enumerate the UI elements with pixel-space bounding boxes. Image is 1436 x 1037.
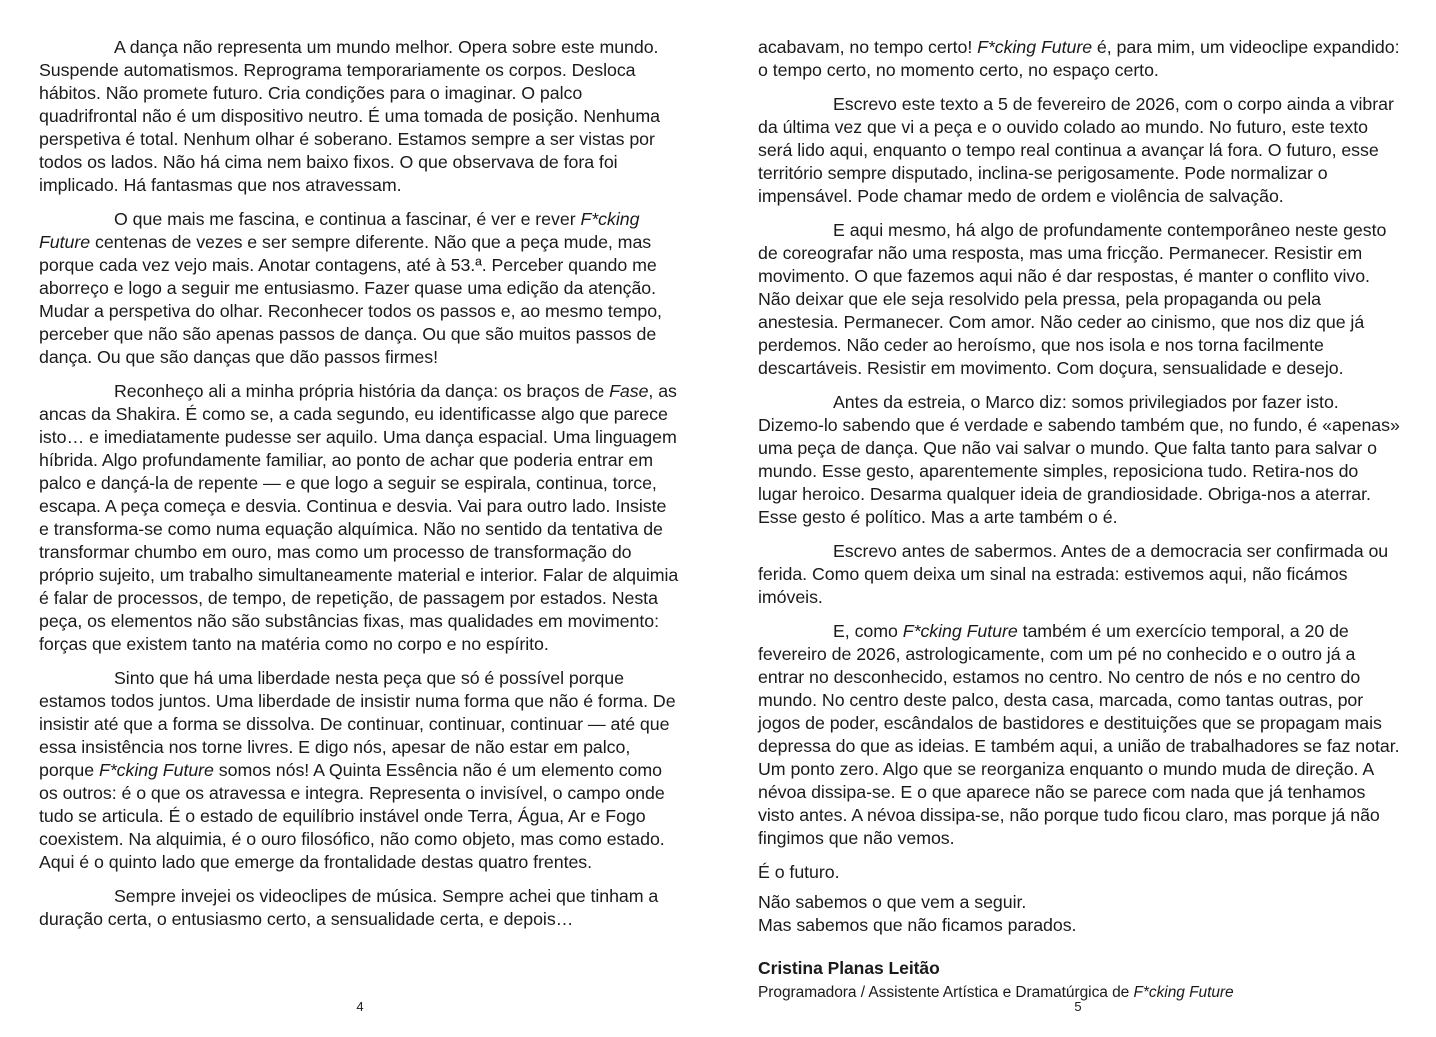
- closing-line-1: Não sabemos o que vem a seguir.: [758, 892, 1027, 912]
- text-run: Antes da estreia, o Marco diz: somos privilegiados por fazer isto. Dizemo-lo sabendo que é verdade e sabendo também que, no fundo, é «apenas» uma peça de dança. Que não vai salvar o mundo. Que falta tanto para salvar o mundo. Esse gesto, aparentemente simples, reposiciona tudo. Retira-nos do lugar heroico. Desarma qualquer ideia de grandiosidade. Obriga-nos a aterrar. Esse gesto é político. Mas a arte também o é.: [758, 392, 1400, 527]
- paragraph: [758, 219, 1400, 380]
- text-run: centenas de vezes e ser sempre diferente. Não que a peça mude, mas porque cada vez vejo mais. Anotar contagens, até à 53.ª. Perceber quando me aborreço e logo a seguir me entusiasmo. Fazer quase uma edição da atenção. Mudar a perspetiva do olhar. Reconhecer todos os passos e, ao mesmo tempo, perceber que não são apenas passos de dança. Ou que são muitos passos de dança. Ou que são danças que dão passos firmes!: [39, 232, 662, 367]
- italic-title: F*cking Future: [98, 760, 214, 780]
- paragraph: [39, 380, 681, 656]
- text-run: Escrevo este texto a 5 de fevereiro de 2026, com o corpo ainda a vibrar da última vez que vi a peça e o ouvido colado ao mundo. No futuro, este texto será lido aqui, enquanto o tempo real continua a avançar lá fora. O futuro, esse território sempre disputado, inclina-se perigosamente. Pode normalizar o impensável. Pode chamar medo de ordem e violência de salvação.: [758, 94, 1394, 206]
- paragraph: [758, 620, 1400, 850]
- text-run: é, para mim, um videoclipe expandido: o tempo certo, no momento certo, no espaço certo.: [758, 37, 1400, 80]
- author-name: Cristina Planas Leitão: [758, 958, 940, 978]
- paragraph: [758, 540, 1400, 609]
- paragraph: [39, 667, 681, 874]
- continued-paragraph: [758, 36, 1400, 82]
- text-run: Programadora / Assistente Artística e Dramatúrgica de: [758, 984, 1134, 1001]
- text-run: Sinto que há uma liberdade nesta peça que só é possível porque estamos todos juntos. Uma liberdade de insistir numa forma que não é forma. De insistir até que a forma se dissolva. De continuar, continuar, continuar — até que essa insistência nos torne livres. E digo nós, apesar de não estar em palco, porque: [39, 668, 676, 780]
- text-run: Sempre invejei os videoclipes de música. Sempre achei que tinham a duração certa, o entusiasmo certo, a sensualidade certa, e depois…: [39, 886, 659, 929]
- closing-line: É o futuro.: [758, 862, 840, 882]
- italic-title: Fase: [609, 381, 649, 401]
- left-page-body: [39, 36, 681, 931]
- right-page: [758, 36, 1400, 1004]
- right-page-body: [758, 93, 1400, 850]
- page-number-right: 5: [1074, 999, 1082, 1014]
- text-run: Reconheço ali a minha própria história da dança: os braços de: [114, 381, 610, 401]
- text-run: acabavam, no tempo certo!: [758, 37, 978, 57]
- left-page: [39, 36, 681, 942]
- paragraph: [39, 208, 681, 369]
- italic-title: F*cking Future: [977, 37, 1093, 57]
- italic-title: F*cking Future: [39, 209, 640, 252]
- italic-title: F*cking Future: [902, 621, 1018, 641]
- paragraph: [39, 885, 681, 931]
- closing-stanza: [758, 891, 1400, 937]
- text-run: A dança não representa um mundo melhor. Opera sobre este mundo. Suspende automatismos. Reprograma temporariamente os corpos. Desloca hábitos. Não promete futuro. Cria condições para o imaginar. O palco quadrifrontal não é um dispositivo neutro. É uma tomada de posição. Nenhuma perspetiva é total. Nenhum olhar é soberano. Estamos sempre a ser vistas por todos os lados. Não há cima nem baixo fixos. O que observava de fora foi implicado. Há fantasmas que nos atravessam.: [39, 37, 660, 195]
- text-run: , as ancas da Shakira. É como se, a cada segundo, eu identificasse algo que parece isto… e imediatamente pudesse ser aquilo. Uma dança espacial. Uma linguagem híbrida. Algo profundamente familiar, ao ponto de achar que poderia entrar em palco e dançá-la de repente — e que logo a seguir se espirala, continua, torce, escapa. A peça começa e desvia. Continua e desvia. Vai para outro lado. Insiste e transforma-se como numa equação alquímica. Não no sentido da tentativa de transformar chumbo em ouro, mas como um processo de transformação do próprio sujeito, um trabalho simultaneamente material e interior. Falar de alquimia é falar de processos, de tempo, de repetição, de passagem por estados. Nesta peça, os elementos não são substâncias fixas, mas qualidades em movimento: forças que existem tanto na matéria como no corpo e no espírito.: [39, 381, 679, 654]
- paragraph: [39, 36, 681, 197]
- closing-line-2: Mas sabemos que não ficamos parados.: [758, 915, 1077, 935]
- text-run: O que mais me fascina, e continua a fascinar, é ver e rever: [114, 209, 581, 229]
- page-number-left: 4: [356, 999, 364, 1014]
- text-run: também é um exercício temporal, a 20 de fevereiro de 2026, astrologicamente, com um pé no conhecido e o outro já a entrar no desconhecido, estamos no centro. No centro de nós e no centro do mundo. No centro deste palco, desta casa, marcada, como tantas outras, por jogos de poder, escândalos de bastidores e destituições que se propagam mais depressa do que as ideias. E também aqui, a união de trabalhadores se faz notar. Um ponto zero. Algo que se reorganiza enquanto o mundo muda de direção. A névoa dissipa-se. E o que aparece não se parece com nada que já tenhamos visto antes. A névoa dissipa-se, não porque tudo ficou claro, mas porque já não fingimos que não vemos.: [758, 621, 1400, 848]
- text-run: Escrevo antes de sabermos. Antes de a democracia ser confirmada ou ferida. Como quem deixa um sinal na estrada: estivemos aqui, não ficámos imóveis.: [758, 541, 1389, 607]
- text-run: E, como: [833, 621, 903, 641]
- text-run: E aqui mesmo, há algo de profundamente contemporâneo neste gesto de coreografar não uma resposta, mas uma fricção. Permanecer. Resistir em movimento. O que fazemos aqui não é dar respostas, é manter o conflito vivo. Não deixar que ele seja resolvido pela pressa, pela propaganda ou pela anestesia. Permanecer. Com amor. Não ceder ao cinismo, que nos diz que já perdemos. Não ceder ao heroísmo, que nos isola e nos torna facilmente descartáveis. Resistir em movimento. Com doçura, sensualidade e desejo.: [758, 220, 1387, 378]
- text-run: somos nós! A Quinta Essência não é um elemento como os outros: é o que os atravessa e integra. Representa o invisível, o campo onde tudo se articula. É o estado de equilíbrio instável onde Terra, Água, Ar e Fogo coexistem. Na alquimia, é o ouro filosófico, não como objeto, mas como estado. Aqui é o quinto lado que emerge da frontalidade destas quatro frentes.: [39, 760, 665, 872]
- italic-title: F*cking Future: [1133, 984, 1234, 1001]
- paragraph: [758, 391, 1400, 529]
- paragraph: [758, 93, 1400, 208]
